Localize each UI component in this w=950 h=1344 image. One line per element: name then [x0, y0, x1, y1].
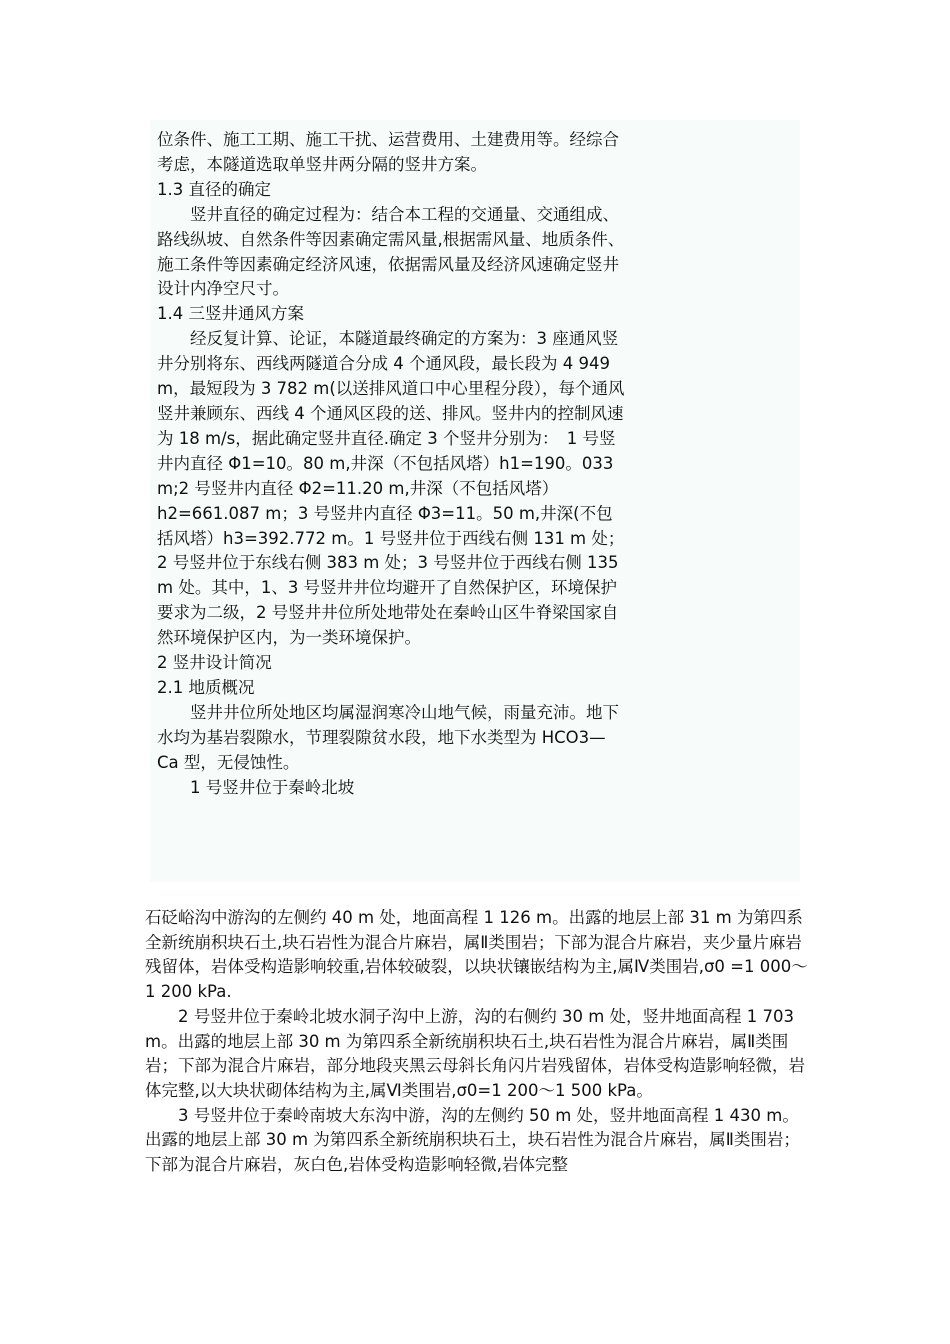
- paragraph: 1 号竖井位于秦岭北坡: [190, 777, 355, 797]
- paragraph: 石砭峪沟中游沟的左侧约 40 m 处，地面高程 1 126 m。出露的地层上部 31 m 为第四系全新统崩积块石土,块石岩性为混合片麻岩，属Ⅱ类围岩；下部为混合片麻岩，夹少量片麻岩残留体，岩体受构造影响较重,岩体较破裂，以块状镶嵌结构为主,属Ⅳ类围岩,σ0 =1 000～1 200 kPa.: [145, 908, 808, 1002]
- paragraph: 位条件、施工工期、施工干扰、运营费用、土建费用等。经综合考虑，本隧道选取单竖井两分隔的竖井方案。: [157, 130, 619, 174]
- paragraph: 2 号竖井位于秦岭北坡水洞子沟中上游，沟的右侧约 30 m 处，竖井地面高程 1 703 m。出露的地层上部 30 m 为第四系全新统崩积块石土,块石岩性为混合片麻岩，属Ⅱ类围岩；下部为混合片麻岩，部分地段夹黑云母斜长角闪片岩残留体，岩体受构造影响轻微，岩体完整,以大块状砌体结构为主,属Ⅵ类围岩,σ0=1 200～1 500 kPa。: [145, 1006, 805, 1100]
- paragraph: 竖井井位所处地区均属湿润寒冷山地气候，雨量充沛。地下水均为基岩裂隙水，节理裂隙贫水段，地下水类型为 HCO3—Ca 型，无侵蚀性。: [157, 702, 619, 772]
- section-heading: 1.3 直径的确定: [157, 179, 271, 199]
- body-text-content: [145, 906, 810, 1178]
- highlighted-text-content: [157, 128, 627, 800]
- section-heading: 1.4 三竖井通风方案: [157, 304, 304, 324]
- section-heading: 2 竖井设计简况: [157, 653, 272, 673]
- paragraph: 经反复计算、论证，本隧道最终确定的方案为：3 座通风竖井分别将东、西线两隧道合分成 4 个通风段，最长段为 4 949 m，最短段为 3 782 m(以送排风道口中心里程分段），每个通风竖井兼顾东、西线 4 个通风区段的送、排风。竖井内的控制风速为 18 m/s，据此确定竖井直径.确定 3 个竖井分别为： 1 号竖井内直径 Φ1=10。80 m,井深（不包括风塔）h1=190。033 m;2 号竖井内直径 Φ2=11.20 m,井深（不包括风塔）h2=661.087 m；3 号竖井内直径 Φ3=11。50 m,井深(不包括风塔）h3=392.772 m。1 号竖井位于西线右侧 131 m 处；2 号竖井位于东线右侧 383 m 处；3 号竖井位于西线右侧 135 m 处。其中，1、3 号竖井井位均避开了自然保护区，环境保护要求为二级，2 号竖井井位所处地带处在秦岭山区牛脊梁国家自然环境保护区内，为一类环境保护。: [157, 329, 625, 648]
- paragraph: 3 号竖井位于秦岭南坡大东沟中游，沟的左侧约 50 m 处，竖井地面高程 1 430 m。出露的地层上部 30 m 为第四系全新统崩积块石土，块石岩性为混合片麻岩，属Ⅱ类围岩；下部为混合片麻岩，灰白色,岩体受构造影响轻微,岩体完整: [145, 1105, 800, 1175]
- paragraph: 竖井直径的确定过程为：结合本工程的交通量、交通组成、路线纵坡、自然条件等因素确定需风量,根据需风量、地质条件、施工条件等因素确定经济风速，依据需风量及经济风速确定竖井设计内净空尺寸。: [157, 204, 625, 299]
- section-heading: 2.1 地质概况: [157, 677, 255, 697]
